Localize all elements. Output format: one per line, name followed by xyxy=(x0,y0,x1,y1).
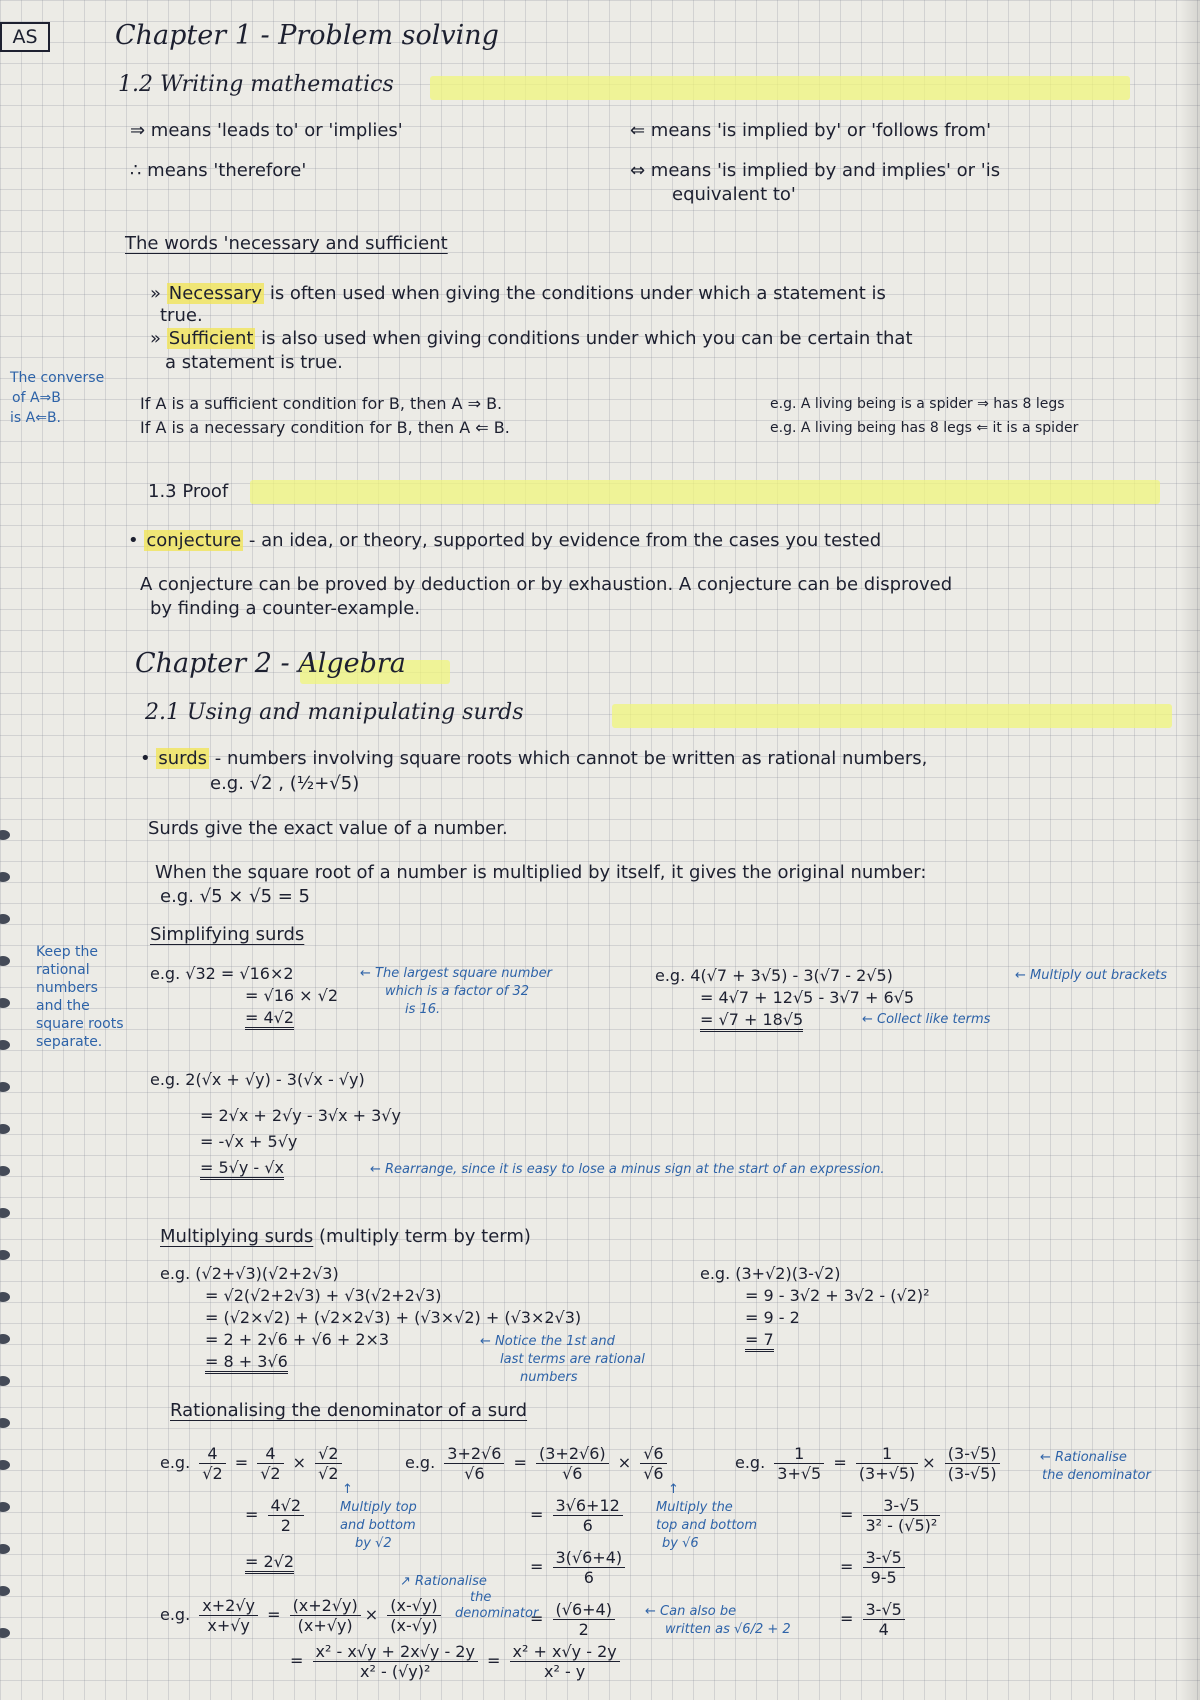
rat1-result: = 2√2 xyxy=(245,1552,294,1574)
necessary-condition-statement: If A is a necessary condition for B, then A ⇐ B. xyxy=(140,418,510,437)
rat1-note-line3: by √2 xyxy=(355,1536,392,1551)
chapter-1-title: Chapter 1 - Problem solving xyxy=(115,20,499,51)
simp2-line2: = 4√7 + 12√5 - 3√7 + 6√5 xyxy=(700,988,914,1007)
highlight-1-3 xyxy=(250,480,1160,504)
rat2-note-alt-line1: ← Can also be xyxy=(645,1604,737,1619)
sufficient-condition-statement: If A is a sufficient condition for B, then A ⇒ B. xyxy=(140,394,503,413)
necessary-line1: » Necessary is often used when giving the conditions under which a statement is xyxy=(150,283,886,304)
mult1-note-line3: numbers xyxy=(520,1370,578,1385)
sufficient-line1: » Sufficient is also used when giving conditions under which you can be certain that xyxy=(150,328,913,349)
necessary-word: Necessary xyxy=(168,283,263,304)
highlight-2-1 xyxy=(612,704,1172,728)
multiplying-surds-heading xyxy=(160,1226,531,1247)
rat4-frac4: $\frac{\text{x² - x√y + 2x√y - 2y}}{\text{x² - (√y)²}}$ xyxy=(313,1642,478,1681)
rat3-frac1: $\frac{1}{3+√5}$ xyxy=(774,1444,824,1483)
mult1-line3: = (√2×√2) + (√2×2√3) + (√3×√2) + (√3×2√3) xyxy=(205,1308,582,1327)
margin-converse-line1: The converse xyxy=(10,370,105,386)
mult1-line1: e.g. (√2+√3)(√2+2√3) xyxy=(160,1264,339,1283)
margin-keep-line4: and the xyxy=(36,998,90,1014)
section-1-2-title: 1.2 Writing mathematics xyxy=(118,72,394,97)
rat3-line3: = $\frac{3-√5}{9-5}$ xyxy=(840,1548,909,1587)
simp2-result: = √7 + 18√5 xyxy=(700,1010,803,1032)
binding-holes xyxy=(0,820,14,1700)
rat1-line3 xyxy=(245,1552,294,1571)
rat3-note-line1: ← Rationalise xyxy=(1040,1450,1127,1465)
margin-keep-line6: separate. xyxy=(36,1034,103,1050)
rat2-frac3: $\frac{√6}{√6}$ xyxy=(640,1444,666,1483)
page-edge-shadow xyxy=(1180,0,1200,1700)
simp3-line4 xyxy=(200,1158,284,1177)
mult2-line2: = 9 - 3√2 + 3√2 - (√2)² xyxy=(745,1286,930,1305)
rat2-frac6: $\frac{(√6+4)}{2}$ xyxy=(553,1600,615,1639)
simp3-note: ← Rearrange, since it is easy to lose a minus sign at the start of an expression. xyxy=(370,1162,885,1177)
conjecture-proof-line1: A conjecture can be proved by deduction or by exhaustion. A conjecture can be disproved xyxy=(140,574,953,595)
rat4-note-line2: the xyxy=(470,1590,492,1605)
simplifying-surds-heading: Simplifying surds xyxy=(150,924,305,945)
rat2-line3: = $\frac{3(√6+4)}{6}$ xyxy=(530,1548,629,1587)
rat1-line1: e.g. $\frac{4}{√2}$ = $\frac{4}{√2}$ × $\frac{√2}{√2}$ xyxy=(160,1444,346,1483)
conjecture-text: - an idea, or theory, supported by evidence from the cases you tested xyxy=(243,530,882,551)
simp3-result: = 5√y - √x xyxy=(200,1158,284,1180)
implied-by-definition: ⇐ means 'is implied by' or 'follows from' xyxy=(630,120,992,141)
margin-converse-line2: of A⇒B xyxy=(12,390,61,406)
mult2-line3: = 9 - 2 xyxy=(745,1308,800,1327)
rat3-note-line2: the denominator xyxy=(1042,1468,1151,1483)
simp3-line1: e.g. 2(√x + √y) - 3(√x - √y) xyxy=(150,1070,365,1089)
rat2-note-line2: top and bottom xyxy=(656,1518,758,1533)
simp1-note-line1: ← The largest square number xyxy=(360,966,552,981)
simp2-line3 xyxy=(700,1010,803,1029)
therefore-definition: ∴ means 'therefore' xyxy=(130,160,307,181)
rat1-note-arrow: ↑ xyxy=(342,1482,353,1497)
chapter-2-title: Chapter 2 - Algebra xyxy=(135,648,406,679)
conjecture-word: conjecture xyxy=(146,530,242,551)
rat3-eg: e.g. xyxy=(735,1453,766,1472)
surds-definition: • surds - numbers involving square roots which cannot be written as rational numbers, xyxy=(140,748,928,769)
simp1-note-line3: is 16. xyxy=(405,1002,441,1017)
rat3-frac6: $\frac{3-√5}{4}$ xyxy=(863,1600,905,1639)
rat1-line2: = $\frac{4√2}{2}$ xyxy=(245,1496,308,1535)
rat3-line4: = $\frac{3-√5}{4}$ xyxy=(840,1600,909,1639)
rat2-frac5: $\frac{3(√6+4)}{6}$ xyxy=(553,1548,626,1587)
rat2-note-line3: by √6 xyxy=(662,1536,699,1551)
margin-converse-line3: is A⇐B. xyxy=(10,410,61,426)
margin-keep-line3: numbers xyxy=(36,980,98,996)
sufficient-condition-example: e.g. A living being is a spider ⇒ has 8 legs xyxy=(770,396,1065,412)
mult2-line4 xyxy=(745,1330,774,1349)
mult1-line2: = √2(√2+2√3) + √3(√2+2√3) xyxy=(205,1286,442,1305)
surds-word: surds xyxy=(158,748,208,769)
simp2-note-collect: ← Collect like terms xyxy=(862,1012,991,1027)
rat4-note-line1: ↗ Rationalise xyxy=(400,1574,487,1589)
rat2-note-line1: Multiply the xyxy=(656,1500,733,1515)
simp1-result: = 4√2 xyxy=(245,1008,294,1030)
margin-keep-line1: Keep the xyxy=(36,944,99,960)
section-1-3-title: 1.3 Proof xyxy=(148,481,229,502)
mult2-line1: e.g. (3+√2)(3-√2) xyxy=(700,1264,841,1283)
rat2-line1: e.g. $\frac{3+2√6}{√6}$ = $\frac{(3+2√6)}{√6}$ × $\frac{√6}{√6}$ xyxy=(405,1444,671,1483)
rat2-frac1: $\frac{3+2√6}{√6}$ xyxy=(444,1444,504,1483)
rat1-note-line1: Multiply top xyxy=(340,1500,417,1515)
rat4-eg: e.g. xyxy=(160,1605,191,1624)
surds-example: e.g. √2 , (½+√5) xyxy=(210,773,360,794)
highlight-1-2 xyxy=(430,76,1130,100)
rat4-line1: e.g. $\frac{x+2√y}{x+√y}$ = $\frac{(x+2√y)}{(x+√y)}$ × $\frac{(x-√y)}{(x-√y)}$ xyxy=(160,1596,445,1635)
rat2-eg: e.g. xyxy=(405,1453,436,1472)
equivalent-definition-line2: equivalent to' xyxy=(672,184,796,205)
rat2-note-arrow: ↑ xyxy=(668,1482,679,1497)
rat4-line2: = $\frac{\text{x² - x√y + 2x√y - 2y}}{\text{x² - (√y)²}}$ = $\frac{\text{x² + x√y - 2y}}{\text{x² - y}}$ xyxy=(290,1642,624,1681)
rat2-frac2: $\frac{(3+2√6)}{√6}$ xyxy=(536,1444,609,1483)
rationalising-heading: Rationalising the denominator of a surd xyxy=(170,1400,528,1421)
equivalent-definition-line1: ⇔ means 'is implied by and implies' or 'is xyxy=(630,160,1001,181)
mult1-note-line2: last terms are rational xyxy=(500,1352,645,1367)
multiplying-surds-title: Multiplying surds xyxy=(160,1226,314,1247)
rat4-frac5: $\frac{\text{x² + x√y - 2y}}{\text{x² - y}}$ xyxy=(510,1642,620,1681)
rat1-frac3: $\frac{√2}{√2}$ xyxy=(315,1444,341,1483)
rat2-note-alt-line2: written as √6/2 + 2 xyxy=(665,1622,791,1637)
simp1-note-line2: which is a factor of 32 xyxy=(385,984,530,999)
rat3-line1: e.g. $\frac{1}{3+√5}$ = $\frac{1}{(3+√5)}$ × $\frac{(3-√5)}{(3-√5)}$ xyxy=(735,1444,1004,1483)
mult1-line5 xyxy=(205,1352,288,1371)
multiply-by-itself: When the square root of a number is multiplied by itself, it gives the original number: xyxy=(155,862,927,883)
simp1-line2: = √16 × √2 xyxy=(245,986,338,1005)
necessary-condition-example: e.g. A living being has 8 legs ⇐ it is a spider xyxy=(770,420,1079,436)
rat4-frac2: $\frac{(x+2√y)}{(x+√y)}$ xyxy=(290,1596,361,1635)
sufficient-text: is also used when giving conditions under which you can be certain that xyxy=(255,328,913,349)
sufficient-word: Sufficient xyxy=(168,328,254,349)
simp1-line3 xyxy=(245,1008,294,1027)
necessary-text: is often used when giving the conditions under which a statement is xyxy=(264,283,886,304)
rat3-line2: = $\frac{3-√5}{\text{3² - (√5)²}}$ xyxy=(840,1496,944,1535)
simp2-note-multiply: ← Multiply out brackets xyxy=(1015,968,1168,983)
rat3-frac3: $\frac{(3-√5)}{(3-√5)}$ xyxy=(945,1444,1000,1483)
rat1-frac1: $\frac{4}{√2}$ xyxy=(199,1444,225,1483)
multiply-by-itself-example: e.g. √5 × √5 = 5 xyxy=(160,886,311,907)
necessary-line2: true. xyxy=(160,305,203,326)
conjecture-proof-line2: by finding a counter-example. xyxy=(150,598,421,619)
conjecture-definition: • conjecture - an idea, or theory, supported by evidence from the cases you tested xyxy=(128,530,882,551)
rat3-frac5: $\frac{3-√5}{9-5}$ xyxy=(863,1548,905,1587)
rat1-eg: e.g. xyxy=(160,1453,191,1472)
rat1-frac2: $\frac{4}{√2}$ xyxy=(257,1444,283,1483)
simp1-line1: e.g. √32 = √16×2 xyxy=(150,964,294,983)
simp3-line2: = 2√x + 2√y - 3√x + 3√y xyxy=(200,1106,401,1125)
rat1-frac4: $\frac{4√2}{2}$ xyxy=(268,1496,305,1535)
rat1-note-line2: and bottom xyxy=(340,1518,416,1533)
rat3-frac4: $\frac{3-√5}{\text{3² - (√5)²}}$ xyxy=(863,1496,941,1535)
margin-keep-line5: square roots xyxy=(36,1016,124,1032)
mult1-line4: = 2 + 2√6 + √6 + 2×3 xyxy=(205,1330,390,1349)
rat3-frac2: $\frac{1}{(3+√5)}$ xyxy=(856,1444,918,1483)
section-2-1-title: 2.1 Using and manipulating surds xyxy=(145,700,524,725)
mult2-result: = 7 xyxy=(745,1330,774,1352)
mult1-result: = 8 + 3√6 xyxy=(205,1352,288,1374)
mult1-note-line1: ← Notice the 1st and xyxy=(480,1334,615,1349)
rat4-frac3: $\frac{(x-√y)}{(x-√y)}$ xyxy=(387,1596,440,1635)
necessary-sufficient-heading: The words 'necessary and sufficient xyxy=(125,233,448,254)
rat2-line2: = $\frac{3√6+12}{6}$ xyxy=(530,1496,627,1535)
margin-keep-line2: rational xyxy=(36,962,90,978)
rat2-line4: = $\frac{(√6+4)}{2}$ xyxy=(530,1600,619,1639)
rat4-frac1: $\frac{x+2√y}{x+√y}$ xyxy=(199,1596,258,1635)
implies-definition: ⇒ means 'leads to' or 'implies' xyxy=(130,120,403,141)
rat2-frac4: $\frac{3√6+12}{6}$ xyxy=(553,1496,623,1535)
rat4-note-line3: denominator xyxy=(455,1606,539,1621)
simp2-line1: e.g. 4(√7 + 3√5) - 3(√7 - 2√5) xyxy=(655,966,893,985)
surds-exact-value: Surds give the exact value of a number. xyxy=(148,818,508,839)
corner-tag: AS xyxy=(0,22,50,52)
sufficient-line2: a statement is true. xyxy=(165,352,343,373)
multiplying-surds-subtitle: (multiply term by term) xyxy=(313,1226,531,1247)
simp3-line3: = -√x + 5√y xyxy=(200,1132,298,1151)
surds-text: - numbers involving square roots which cannot be written as rational numbers, xyxy=(209,748,928,769)
